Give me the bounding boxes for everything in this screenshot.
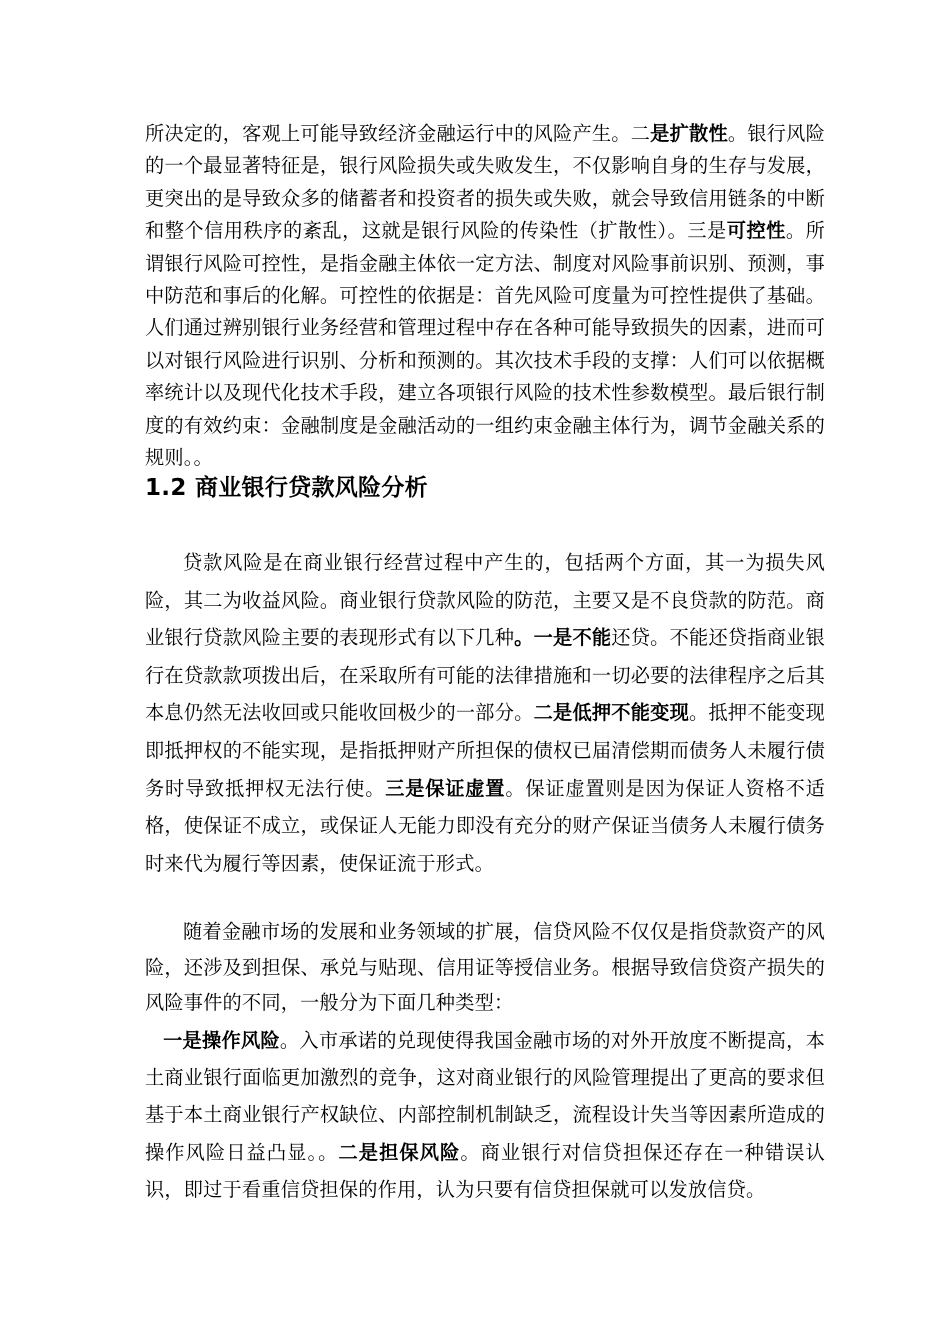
- bold-term-collateral: 二是低押不能变现: [533, 701, 690, 725]
- text-run: 所决定的，客观上可能导致经济金融运行中的风险产生。二: [145, 122, 651, 145]
- bold-term-guarantee-risk: 二是担保风险: [338, 1140, 461, 1164]
- text-run: 还贷。不能还贷指商业银行在贷款款项拨出后，在采取所有可能的法律措施和一切必要的法律程序之后其本息仍然无法收回或只能收回极少的一部分。: [145, 626, 825, 725]
- paragraph-loan-risk: [145, 544, 825, 882]
- text-run: 。抵押不能变现即抵押权的不能实现，是指抵押财产所担保的债权已届清偿期而债务人未履行债务时导致抵押权无法行使。: [145, 701, 825, 800]
- text-run: 随着金融市场的发展和业务领域的扩展，信贷风险不仅仅是指贷款资产的风险，还涉及到担保、承兑与贴现、信用证等授信业务。根据导致信贷资产损失的风险事件的不同，一般分为下面几种类型：: [145, 920, 825, 1014]
- text-run: 。保证虚置则是因为保证人资格不适格，使保证不成立，或保证人无能力即没有充分的财产保证当债务人未履行债务时来代为履行等因素，使保证流于形式。: [145, 776, 825, 875]
- bold-term-cannot-repay: 。一是不能: [514, 626, 612, 650]
- text-run: 。商业银行对信贷担保还存在一种错误认识，即过于看重信贷担保的作用，认为只要有信贷担保就可以发放信贷。: [145, 1140, 825, 1201]
- paragraph-risk-characteristics: [145, 118, 825, 474]
- text-run: 贷款风险是在商业银行经营过程中产生的，包括两个方面，其一为损失风险，其二为收益风险。商业银行贷款风险的防范，主要又是不良贷款的防范。商业银行贷款风险主要的表现形式有以下几种: [145, 551, 825, 650]
- text-run: 。所谓银行风险可控性，是指金融主体依一定方法、制度对风险事前识别、预测，事中防范和事后的化解。可控性的依据是：首先风险可度量为可控性提供了基础。人们通过辨别银行业务经营和管理过程中存在各种可能导致损失的因素，进而可以对银行风险进行识别、分析和预测的。其次技术手段的支撑：人们可以依据概率统计以及现代化技术手段，建立各项银行风险的技术性参数模型。最后银行制度的有效约束：金融制度是金融活动的一组约束金融主体行为，调节金融关系的规则。。: [145, 219, 825, 470]
- bold-term-operational-risk: 一是操作风险: [163, 1029, 280, 1052]
- bold-term-guarantee: 三是保证虚置: [385, 776, 506, 800]
- text-run: 。银行风险的一个最显著特征是，银行风险损失或失败发生，不仅影响自身的生存与发展，更突出的是导致众多的储蓄者和投资者的损失或失败，就会导致信用链条的中断和整个信用秩序的紊乱，这就是银行风险的传染性（扩散性）。三是: [145, 122, 825, 243]
- text-run: 。入市承诺的兑现使得我国金融市场的对外开放度不断提高，本土商业银行面临更加激烈的竞争，这对商业银行的风险管理提出了更高的要求但基于本土商业银行产权缺位、内部控制机制缺乏，流程设计失当等因素所造成的操作风险日益凸显。。: [145, 1029, 825, 1164]
- bold-term-controllability: 可控性: [726, 219, 786, 243]
- paragraph-operational-risk: [145, 1022, 825, 1208]
- section-heading: 1.2 商业银行贷款风险分析: [145, 475, 428, 501]
- bold-term-diffusion: 是扩散性: [650, 122, 728, 145]
- paragraph-credit-risk-types: [145, 914, 825, 1021]
